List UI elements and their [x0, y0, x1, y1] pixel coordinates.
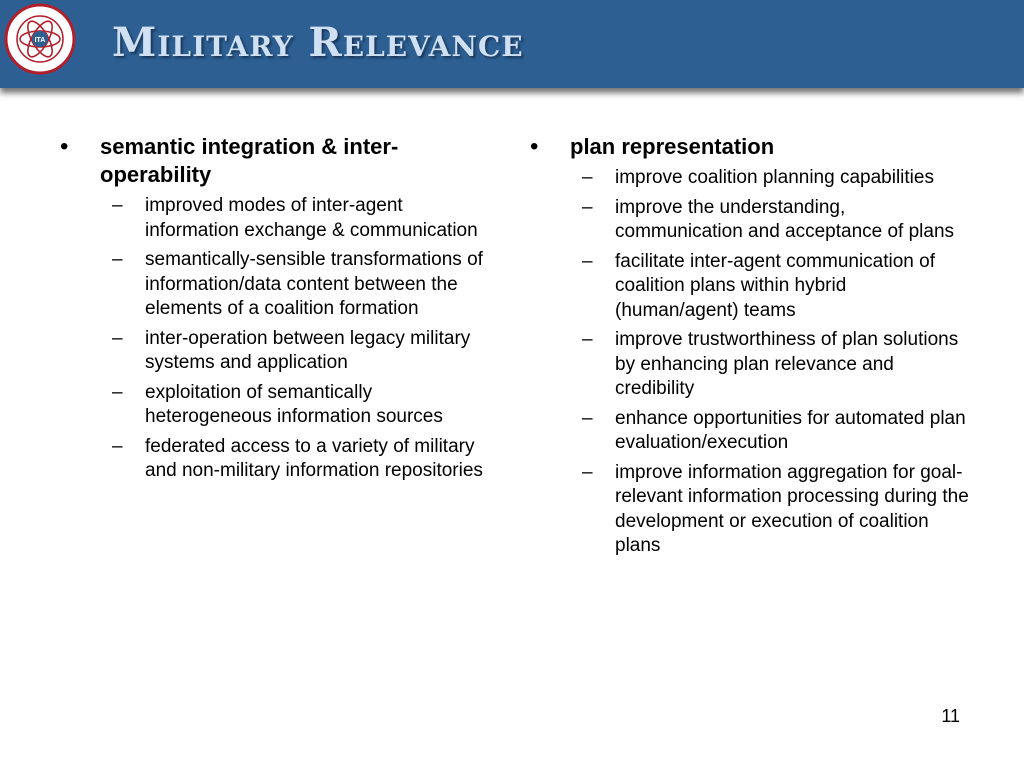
list-item-text: improved modes of inter-agent information exchange & communication [145, 195, 478, 241]
left-heading: semantic integration & inter-operability [100, 134, 399, 187]
list-item [582, 407, 970, 456]
list-item-text: improve trustworthiness of plan solutions by enhancing plan relevance and credibility [615, 329, 959, 399]
dash-mark: – [582, 461, 593, 483]
logo-center-text: ITA [34, 37, 46, 44]
list-item-text: improve coalition planning capabilities [615, 167, 934, 188]
dash-mark: – [112, 249, 123, 270]
list-item [582, 328, 970, 402]
list-item [582, 461, 970, 559]
slide-header [0, 0, 1024, 88]
right-bullet [530, 133, 970, 161]
list-item [582, 196, 970, 245]
right-sub-list [530, 166, 970, 559]
slide-title: Military Relevance [112, 19, 524, 66]
list-item [112, 194, 490, 243]
dash-mark: – [112, 435, 123, 457]
ita-consortium-seal-icon [4, 3, 76, 75]
dash-mark: – [112, 327, 123, 349]
left-column [60, 133, 490, 489]
list-item-text: semantically-sensible transformations of information/data content between the elements of a coalition formation [145, 249, 483, 319]
list-item-text: exploitation of semantically heterogeneous information sources [145, 381, 443, 427]
bullet-mark: • [530, 133, 539, 160]
list-item-text: inter-operation between legacy military systems and application [145, 327, 471, 373]
dash-mark: – [112, 195, 123, 216]
list-item-text: federated access to a variety of military and non-military information repositories [145, 435, 483, 481]
list-item-text: facilitate inter-agent communication of coalition plans within hybrid (human/agent) teams [615, 250, 935, 321]
right-column [530, 133, 970, 564]
dash-mark: – [582, 167, 593, 188]
dash-mark: – [582, 407, 593, 429]
left-sub-list [60, 194, 490, 484]
list-item [112, 327, 490, 376]
list-item [582, 250, 970, 324]
list-item [582, 166, 970, 191]
list-item-text: enhance opportunities for automated plan evaluation/execution [615, 407, 966, 453]
list-item-text: improve the understanding, communication and acceptance of plans [615, 196, 955, 242]
dash-mark: – [112, 381, 123, 403]
dash-mark: – [582, 250, 593, 272]
bullet-mark: • [60, 133, 69, 160]
dash-mark: – [582, 329, 593, 350]
list-item [112, 435, 490, 484]
right-heading: plan representation [570, 134, 775, 159]
list-item [112, 381, 490, 430]
list-item-text: improve information aggregation for goal-relevant information processing during the development or execution of coalition plans [615, 461, 969, 556]
left-bullet [60, 133, 490, 189]
page-number: 11 [941, 706, 960, 726]
list-item [112, 248, 490, 322]
dash-mark: – [582, 196, 593, 218]
